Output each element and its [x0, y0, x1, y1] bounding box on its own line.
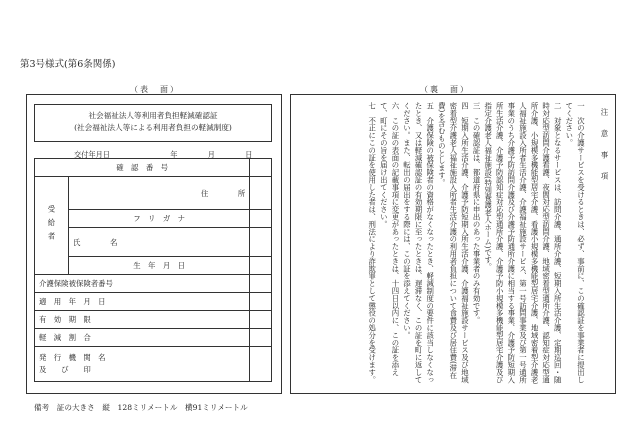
table-row: [35, 311, 272, 329]
note-item: 三 この確認証は、都道府県に申出のあった事業者のみ有効です。: [472, 102, 482, 324]
card-title: 社会福祉法人等利用者負担軽減確認証: [88, 111, 218, 120]
field-value: [250, 347, 272, 382]
table-row: [35, 329, 272, 347]
note-item: 六 この証の表面の記載事項に変更があったときは、十四日以内に、この証を添えて、町にその旨を届け出てください。: [379, 102, 400, 376]
front-side-label: （表 面）: [130, 85, 180, 94]
issue-day: 日: [245, 150, 253, 159]
issue-month: 月: [207, 150, 215, 159]
note-item: 一 次の介護サービスを受けるときは、必ず、事前に、この確認証を事業者に提出してください。: [564, 102, 586, 384]
note-item: 二 対象となるサービスは、訪問介護、通所介護、短期入所生活介護、定期巡回・随時対応型訪問介護看護、夜間対応型訪問介護、地域密着型通所介護、認知症対応型通所介護、小規模多機能型居宅介護、看護小規模多機能型居宅介護、地域密着型介護老人福祉施設入所者生活介護、介護福祉施設サービス、第一号訪問事業及び第一号通所事業のうち介護予防訪問介護及び介護予防通所介護に相当する事業、介護予防短期入所生活介護、介護予防認知症対応型通所介護、介護予防小規模多機能型居宅介護及び指定介護老人福祉施設(特別養護老人ホーム)です。: [483, 102, 563, 384]
field-value: [250, 177, 272, 210]
note-item: 四 短期入所生活介護、介護予防短期入所生活介護、介護福祉施設サービス及び地域密着型介護老人福祉施設入所者生活介護の利用者負担について食費及び居住費(滞在費)を含むものとします。: [437, 102, 470, 384]
field-value: [250, 293, 272, 311]
note-item: 七 不正にこの証を使用した者は、刑法により詐欺罪として懲役の処分を受けます。: [367, 102, 377, 384]
field-label: 受給者: [35, 177, 69, 275]
table-row: [35, 293, 272, 311]
notes-panel: [296, 102, 610, 388]
note-item: 五 介護保険の被保険者の資格がなくなったとき、軽減制度の要件に該当しなくなったとき、又は軽減確認証の有効期限に至ったときは、遅滞なく、この証を町に返してください。また、転出の届出をする際には、この証を添えてください。: [402, 102, 435, 384]
back-side-label: （裏 面）: [420, 85, 470, 94]
field-value: [250, 228, 272, 257]
table-row: [35, 347, 272, 382]
field-label: フ リ ガ ナ: [69, 210, 250, 228]
table-row: [35, 210, 272, 228]
issuer-label-line2: 及 び 印: [39, 365, 91, 374]
form-number: 第3号様式(第6条関係): [20, 59, 116, 70]
field-label: 有 効 期 限: [35, 311, 250, 329]
field-label: 確 認 番 号: [35, 159, 250, 177]
field-label: 適 用 年 月 日: [35, 293, 250, 311]
field-label: 軽 減 割 合: [35, 329, 250, 347]
footnote: 備考 証の大きさ 縦 128ミリメートル 横91ミリメートル: [34, 403, 248, 412]
issue-year: 年: [170, 150, 178, 159]
field-value: [250, 210, 272, 228]
field-label: 住 所: [69, 177, 250, 210]
field-label: 生 年 月 日: [69, 257, 250, 275]
card-subtitle: (社会福祉法人等による利用者負担の軽減制度): [74, 123, 232, 132]
field-label: 氏 名: [69, 228, 250, 257]
field-label: 介護保険被保険者番号: [35, 275, 250, 293]
card-fields-table: [34, 158, 272, 382]
table-row: [35, 177, 272, 210]
table-row: [35, 228, 272, 257]
table-row: [35, 159, 272, 177]
field-value: [250, 159, 272, 177]
table-row: [35, 257, 272, 275]
issuer-label-line1: 発 行 機 関 名: [39, 353, 106, 362]
field-value: [250, 311, 272, 329]
field-value: [250, 275, 272, 293]
card-title-box: [34, 104, 272, 142]
issue-date-label: 交付年月日: [74, 150, 110, 159]
notes-title: 注意事項: [600, 108, 609, 194]
field-value: [250, 329, 272, 347]
field-value: [250, 257, 272, 275]
table-row: [35, 275, 272, 293]
field-label: [35, 347, 250, 382]
